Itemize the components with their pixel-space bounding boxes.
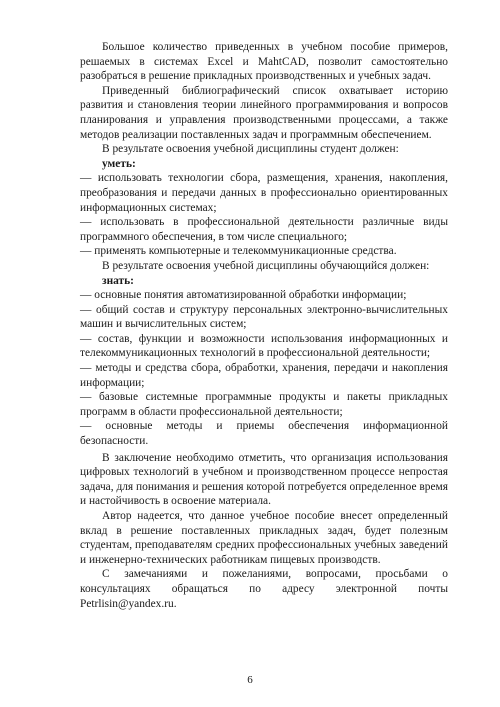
paragraph-intro-znat: В результате освоения учебной дисциплины обучающийся должен: bbox=[102, 259, 430, 272]
paragraph-intro-umet: В результате освоения учебной дисциплины студент должен: bbox=[102, 143, 399, 156]
paragraph-conclusion: В заключение необходимо отметить, что организация использования цифровых технологий в учебном и производственном процессе непростая задача, для понимания и решения которой потребуется определенное время и настойчивость в освоение материала. bbox=[80, 451, 448, 508]
list-item: — использовать технологии сбора, размещения, хранения, накопления, преобразования и передачи данных в профессионально ориентированных информационных системах; bbox=[80, 172, 448, 214]
list-item: — использовать в профессиональной деятельности различные виды программного обеспечения, в том числе специального; bbox=[80, 216, 448, 243]
page-number: 6 bbox=[247, 674, 253, 686]
list-item: — состав, функции и возможности использования информационных и телекоммуникационных технологий в профессиональной деятельности; bbox=[80, 332, 448, 360]
list-item: — основные понятия автоматизированной обработки информации; bbox=[80, 289, 407, 302]
list-item: — базовые системные программные продукты и пакеты прикладных программ в области профессиональной деятельности; bbox=[80, 391, 448, 418]
paragraph-contact: С замечаниями и пожеланиями, вопросами, просьбами о консультациях обращаться по адресу электронной почты Petrlisin@yandex.ru. bbox=[80, 568, 448, 610]
list-item: — общий состав и структуру персональных электронно-вычислительных машин и вычислительных систем; bbox=[80, 303, 448, 331]
list-item: — методы и средства сбора, обработки, хранения, передачи и накопления информации; bbox=[80, 362, 448, 389]
paragraph-examples: Большое количество приведенных в учебном пособие примеров, решаемых в системах Excel и MahtCAD, позволит самостоятельно разобраться в решение прикладных производственных и учебных задач. bbox=[80, 41, 448, 83]
paragraph-author: Автор надеется, что данное учебное пособие внесет определенный вклад в решение поставленных прикладных задач, будет полезным студентам, преподавателям средних профессиональных учебных заведений и инженерно-технических работникам пищевых производств. bbox=[80, 510, 448, 566]
list-item: — основные методы и приемы обеспечения информационной безопасности. bbox=[80, 420, 448, 448]
paragraph-bibliography: Приведенный библиографический список охватывает историю развития и становления теории линейного программирования и вопросов планирования и управления производственными процессами, а также методов реализации поставленных задач и программным обеспечением. bbox=[80, 84, 448, 141]
list-item: — применять компьютерные и телекоммуникационные средства. bbox=[80, 245, 397, 258]
label-znat: знать: bbox=[102, 274, 134, 287]
label-umet: уметь: bbox=[102, 157, 136, 170]
